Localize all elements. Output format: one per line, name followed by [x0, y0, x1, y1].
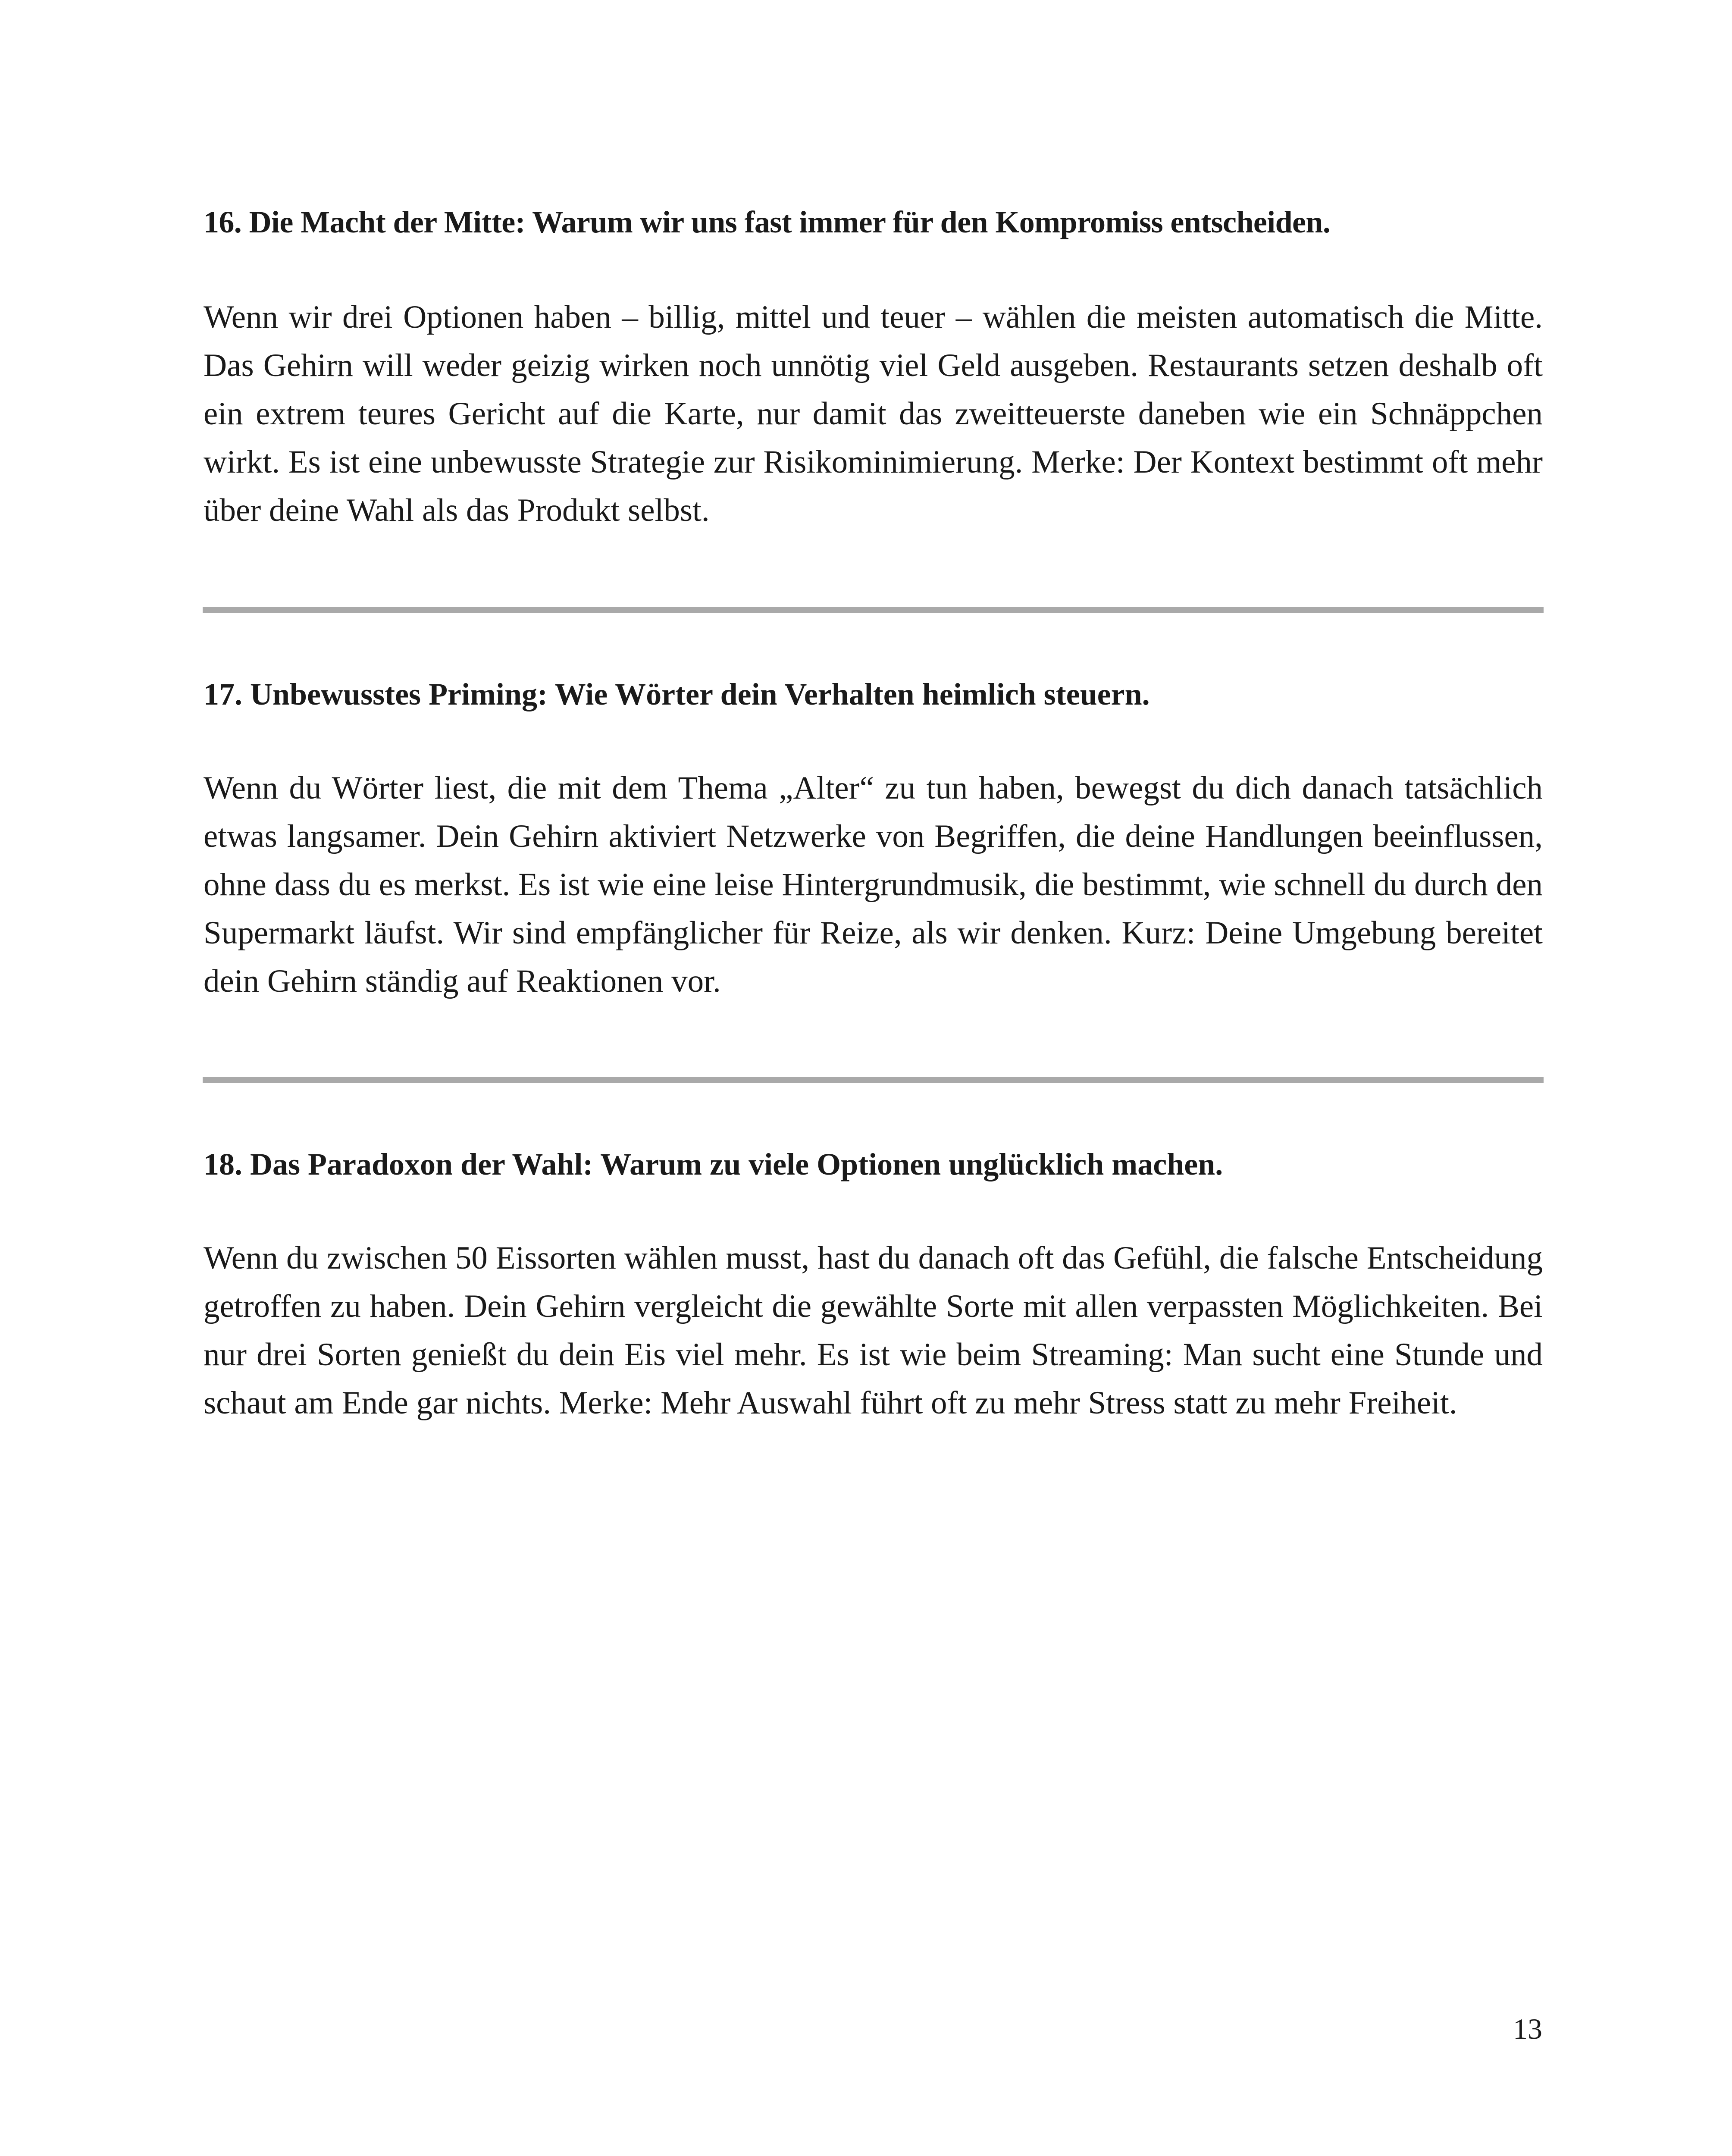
- section-heading: 16. Die Macht der Mitte: Warum wir uns fast immer für den Kompromiss entscheiden.: [204, 205, 1331, 239]
- section-heading: 17. Unbewusstes Priming: Wie Wörter dein Verhalten heimlich steuern.: [204, 677, 1150, 711]
- section-16: [204, 201, 1543, 535]
- section-body: Wenn du Wörter liest, die mit dem Thema „Alter“ zu tun haben, bewegst du dich danach tatsächlich etwas langsamer. Dein Gehirn aktiviert Netzwerke von Begriffen, die deine Handlungen beeinflussen, ohne dass du es merkst. Es ist wie eine leise Hintergrundmusik, die bestimmt, wie schnell du durch den Supermarkt läufst. Wir sind empfänglicher für Reize, als wir denken. Kurz: Deine Umgebung bereitet dein Gehirn ständig auf Reaktionen vor.: [204, 770, 1543, 999]
- page-number: 13: [1513, 2012, 1542, 2045]
- section-heading: 18. Das Paradoxon der Wahl: Warum zu viele Optionen unglücklich machen.: [204, 1147, 1223, 1181]
- section-body: Wenn du zwischen 50 Eissorten wählen musst, hast du danach oft das Gefühl, die falsche Entscheidung getroffen zu haben. Dein Gehirn vergleicht die gewählte Sorte mit allen verpassten Möglichkeiten. Bei nur drei Sorten genießt du dein Eis viel mehr. Es ist wie beim Streaming: Man sucht eine Stunde und schaut am Ende gar nichts. Merke: Mehr Auswahl führt oft zu mehr Stress statt zu mehr Freiheit.: [204, 1240, 1543, 1421]
- section-divider: [203, 607, 1544, 613]
- section-divider: [203, 1077, 1544, 1083]
- section-17: [204, 673, 1543, 1006]
- section-18: [204, 1143, 1543, 1427]
- section-body: Wenn wir drei Optionen haben – billig, mittel und teuer – wählen die meisten automatisch die Mitte. Das Gehirn will weder geizig wirken noch unnötig viel Geld ausgeben. Restaurants setzen deshalb oft ein extrem teures Gericht auf die Karte, nur damit das zweitteuerste daneben wie ein Schnäppchen wirkt. Es ist eine unbewusste Strategie zur Risikominimierung. Merke: Der Kontext bestimmt oft mehr über deine Wahl als das Produkt selbst.: [204, 299, 1543, 528]
